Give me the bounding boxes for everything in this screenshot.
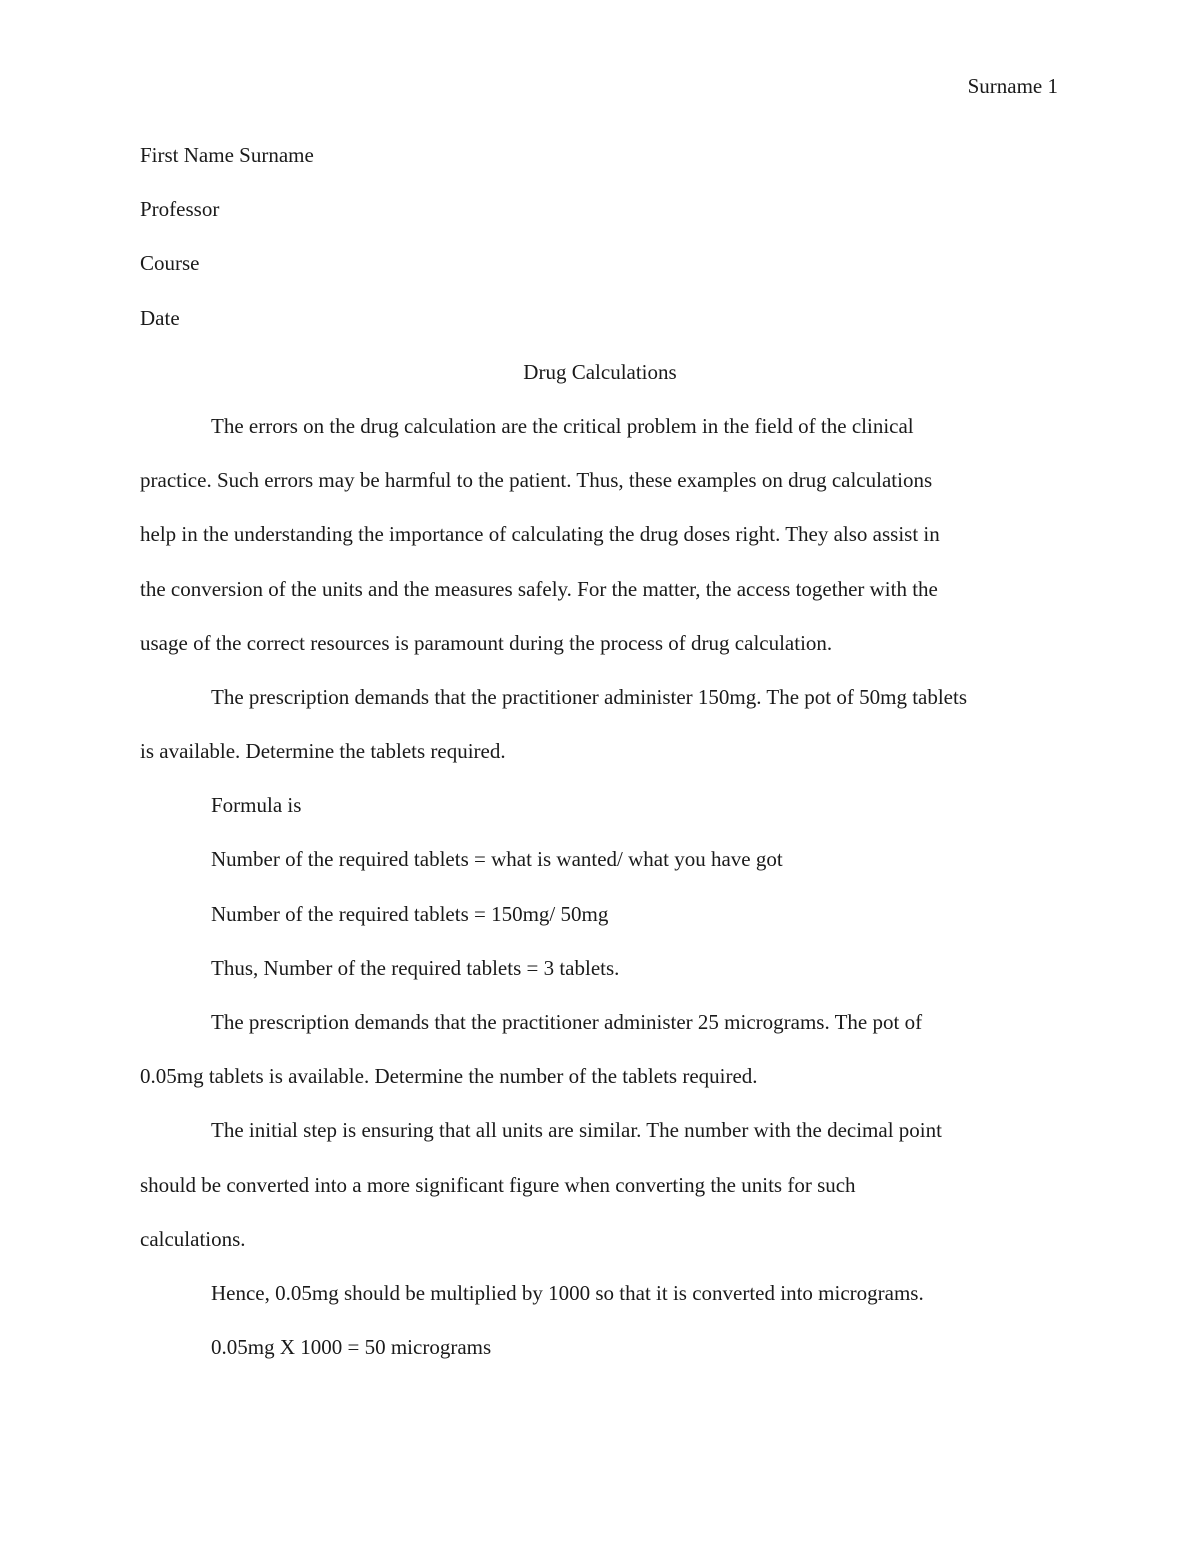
conversion-statement: Hence, 0.05mg should be multiplied by 1000 so that it is converted into micrograms. — [211, 1280, 924, 1305]
paragraph-line: The errors on the drug calculation are the critical problem in the field of the clinical — [211, 413, 914, 438]
paragraph-line: practice. Such errors may be harmful to the patient. Thus, these examples on drug calculations — [140, 468, 933, 493]
conversion-equation: 0.05mg X 1000 = 50 micrograms — [211, 1335, 492, 1360]
paragraph-line: The prescription demands that the practitioner administer 150mg. The pot of 50mg tablets — [211, 684, 968, 709]
student-name: First Name Surname — [140, 143, 314, 167]
paragraph-problem-one — [140, 682, 1060, 790]
paragraph-line: the conversion of the units and the measures safely. For the matter, the access together with the — [140, 576, 938, 601]
formula-block — [140, 790, 1060, 1007]
formula-intro: Formula is — [211, 793, 302, 818]
paragraph-line: usage of the correct resources is paramount during the process of drug calculation. — [140, 630, 833, 655]
formula-result: Thus, Number of the required tablets = 3 tablets. — [211, 955, 620, 980]
paragraph-intro — [140, 411, 1060, 682]
document-body — [140, 140, 1060, 1386]
date-line: Date — [140, 305, 180, 330]
running-head: Surname 1 — [967, 74, 1058, 98]
document-title: Drug Calculations — [523, 359, 677, 384]
course-name: Course — [140, 251, 200, 276]
professor-name: Professor — [140, 197, 220, 222]
paragraph-line: is available. Determine the tablets required. — [140, 739, 506, 764]
paragraph-units — [140, 1115, 1060, 1278]
formula-general: Number of the required tablets = what is wanted/ what you have got — [211, 847, 783, 872]
paragraph-line: calculations. — [140, 1226, 246, 1251]
paragraph-line: The initial step is ensuring that all units are similar. The number with the decimal point — [211, 1118, 942, 1143]
paragraph-problem-two — [140, 1007, 1060, 1115]
conversion-block — [140, 1278, 1060, 1386]
formula-substituted: Number of the required tablets = 150mg/ 50mg — [211, 901, 609, 926]
paragraph-line: 0.05mg tablets is available. Determine the number of the tablets required. — [140, 1064, 758, 1089]
paragraph-line: The prescription demands that the practitioner administer 25 micrograms. The pot of — [211, 1010, 923, 1034]
paragraph-line: should be converted into a more significant figure when converting the units for such — [140, 1172, 856, 1197]
paragraph-line: help in the understanding the importance of calculating the drug doses right. They also assist in — [140, 522, 940, 547]
